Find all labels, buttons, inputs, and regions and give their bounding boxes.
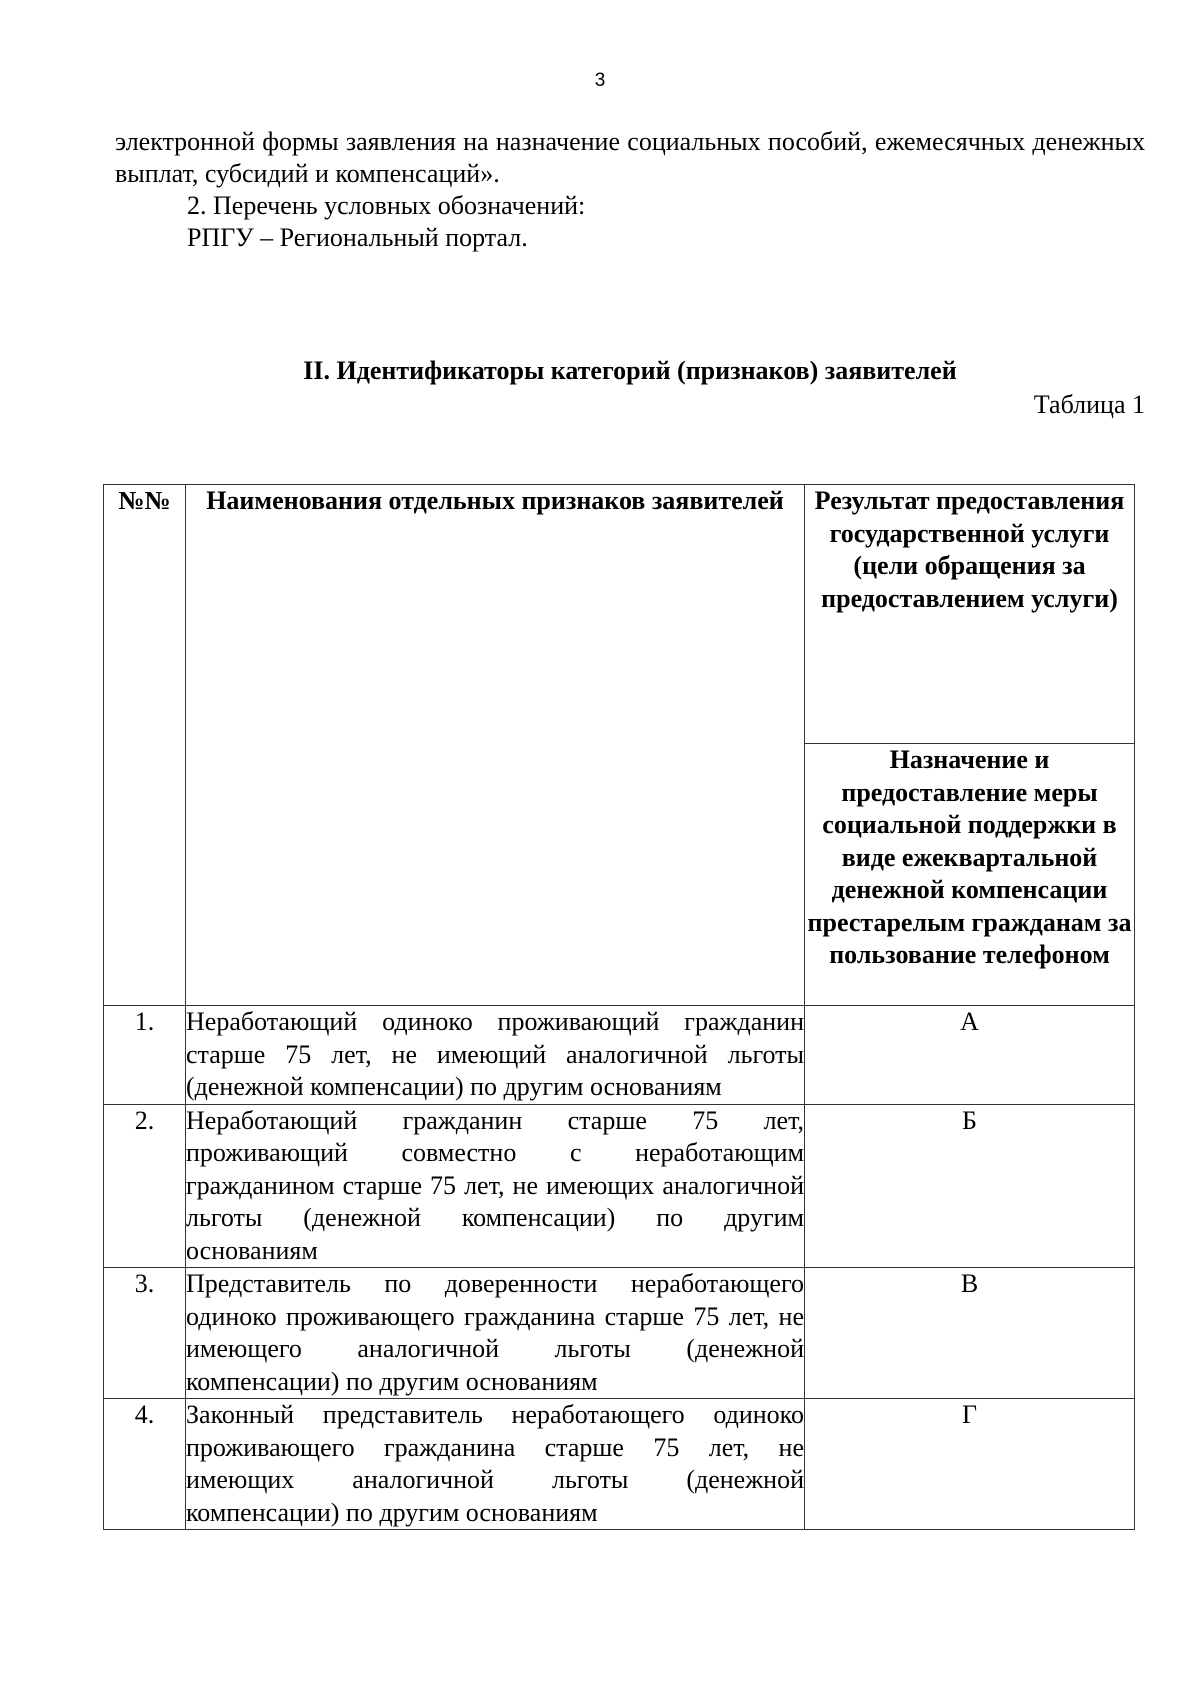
table-row: [104, 1006, 1135, 1105]
row-attribute: Представитель по доверенности неработающего одиноко проживающего гражданина старше 75 лет, не имеющего аналогичной льготы (денежной компенсации) по другим основаниям: [186, 1268, 805, 1399]
header-attribute-name: Наименования отдельных признаков заявителей: [186, 485, 805, 1006]
table-label: Таблица 1: [1033, 390, 1145, 419]
row-code: В: [805, 1268, 1135, 1399]
page-number: 3: [594, 70, 606, 91]
row-code: Б: [805, 1104, 1135, 1268]
row-number: 2.: [104, 1104, 186, 1268]
row-code: Г: [805, 1399, 1135, 1530]
table-row: [104, 1268, 1135, 1399]
row-number: 4.: [104, 1399, 186, 1530]
header-service-result: Результат предоставления государственной услуги (цели обращения за предоставлением услуги): [805, 485, 1135, 744]
intro-text: [115, 126, 1145, 254]
row-code: А: [805, 1006, 1135, 1105]
section-title: II. Идентификаторы категорий (признаков) заявителей: [303, 356, 957, 385]
row-number: 3.: [104, 1268, 186, 1399]
intro-list-heading: 2. Перечень условных обозначений:: [187, 191, 586, 220]
intro-abbreviation: РПГУ – Региональный портал.: [187, 223, 528, 252]
header-number: №№: [104, 485, 186, 1006]
intro-paragraph-continuation: электронной формы заявления на назначение социальных пособий, ежемесячных денежных выплат, субсидий и компенсаций».: [115, 127, 1145, 188]
header-service-purpose: Назначение и предоставление меры социальной поддержки в виде ежеквартальной денежной компенсации престарелым гражданам за пользование телефоном: [805, 744, 1135, 1006]
row-attribute: Неработающий одиноко проживающий гражданин старше 75 лет, не имеющий аналогичной льготы (денежной компенсации) по другим основаниям: [186, 1006, 805, 1105]
table-row: [104, 1399, 1135, 1530]
categories-table: [103, 484, 1135, 1530]
row-number: 1.: [104, 1006, 186, 1105]
row-attribute: Неработающий гражданин старше 75 лет, проживающий совместно с неработающим гражданином старше 75 лет, не имеющих аналогичной льготы (денежной компенсации) по другим основаниям: [186, 1104, 805, 1268]
table-header-row: [104, 485, 1135, 744]
row-attribute: Законный представитель неработающего одиноко проживающего гражданина старше 75 лет, не имеющих аналогичной льготы (денежной компенсации) по другим основаниям: [186, 1399, 805, 1530]
table-row: [104, 1104, 1135, 1268]
